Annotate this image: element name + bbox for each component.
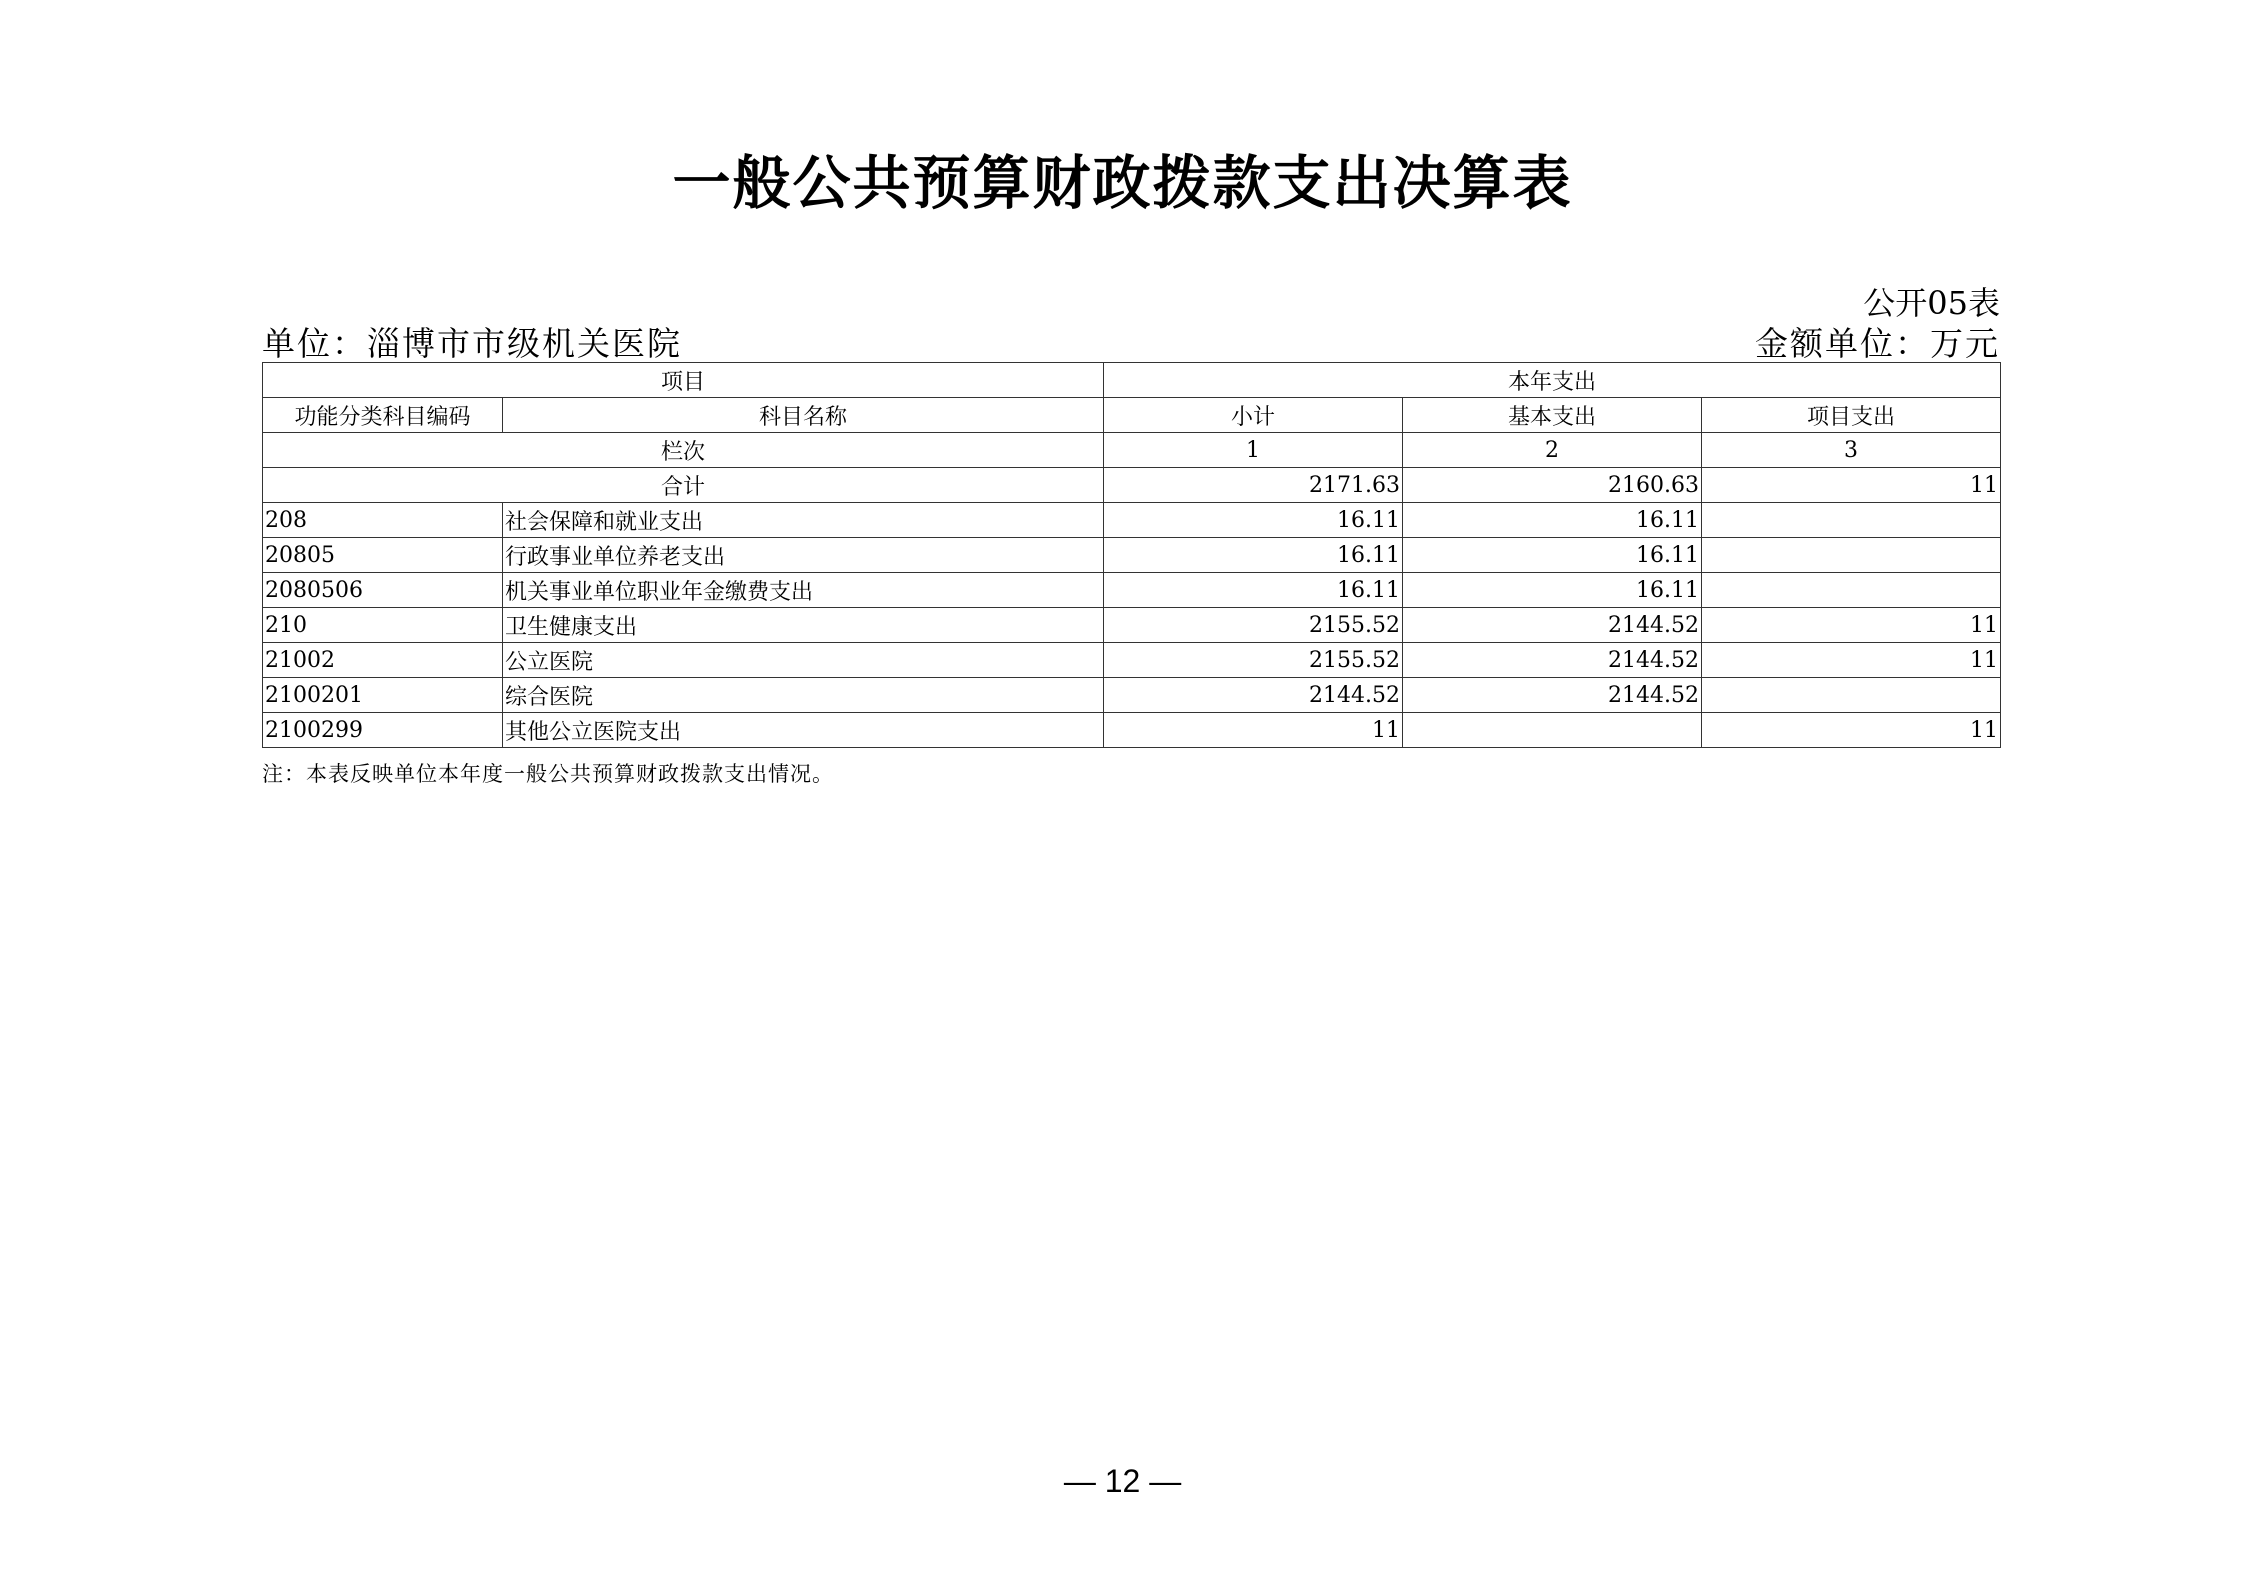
row-code: 2080506 xyxy=(263,573,503,608)
col-header-code: 功能分类科目编码 xyxy=(263,398,503,433)
lanci-2: 2 xyxy=(1403,433,1702,468)
total-label: 合计 xyxy=(263,468,1104,503)
row-basic: 16.11 xyxy=(1403,538,1702,573)
row-subtotal: 2144.52 xyxy=(1104,678,1403,713)
row-subtotal: 16.11 xyxy=(1104,538,1403,573)
col-header-basic: 基本支出 xyxy=(1403,398,1702,433)
row-name: 综合医院 xyxy=(503,678,1104,713)
unit-label: 单位：淄博市市级机关医院 xyxy=(262,324,682,363)
row-basic xyxy=(1403,713,1702,748)
total-subtotal: 2171.63 xyxy=(1104,468,1403,503)
table-note: 注：本表反映单位本年度一般公共预算财政拨款支出情况。 xyxy=(262,762,834,786)
row-project: 11 xyxy=(1702,643,2001,678)
row-basic: 2144.52 xyxy=(1403,678,1702,713)
table-row xyxy=(263,713,2001,748)
col-header-project: 项目支出 xyxy=(1702,398,2001,433)
row-basic: 16.11 xyxy=(1403,503,1702,538)
row-name: 社会保障和就业支出 xyxy=(503,503,1104,538)
col-header-subtotal: 小计 xyxy=(1104,398,1403,433)
row-name: 卫生健康支出 xyxy=(503,608,1104,643)
row-project xyxy=(1702,573,2001,608)
row-project xyxy=(1702,503,2001,538)
row-code: 20805 xyxy=(263,538,503,573)
row-basic: 16.11 xyxy=(1403,573,1702,608)
row-name: 机关事业单位职业年金缴费支出 xyxy=(503,573,1104,608)
lanci-row xyxy=(263,433,2001,468)
row-name: 行政事业单位养老支出 xyxy=(503,538,1104,573)
table-row xyxy=(263,538,2001,573)
table-row xyxy=(263,678,2001,713)
row-project xyxy=(1702,678,2001,713)
table-row xyxy=(263,573,2001,608)
row-name: 其他公立医院支出 xyxy=(503,713,1104,748)
header-project: 项目 xyxy=(263,363,1104,398)
row-code: 21002 xyxy=(263,643,503,678)
page-title: 一般公共预算财政拨款支出决算表 xyxy=(672,149,1573,217)
lanci-label: 栏次 xyxy=(263,433,1104,468)
row-code: 210 xyxy=(263,608,503,643)
total-project: 11 xyxy=(1702,468,2001,503)
row-code: 2100201 xyxy=(263,678,503,713)
total-row xyxy=(263,468,2001,503)
row-project xyxy=(1702,538,2001,573)
lanci-3: 3 xyxy=(1702,433,2001,468)
row-code: 2100299 xyxy=(263,713,503,748)
header-row-1 xyxy=(263,363,2001,398)
row-code: 208 xyxy=(263,503,503,538)
table-row xyxy=(263,608,2001,643)
row-subtotal: 2155.52 xyxy=(1104,643,1403,678)
row-subtotal: 16.11 xyxy=(1104,573,1403,608)
row-subtotal: 16.11 xyxy=(1104,503,1403,538)
row-project: 11 xyxy=(1702,608,2001,643)
lanci-1: 1 xyxy=(1104,433,1403,468)
money-unit-label: 金额单位：万元 xyxy=(1755,324,2000,363)
expenditure-table xyxy=(262,362,2001,748)
header-row-2 xyxy=(263,398,2001,433)
row-subtotal: 2155.52 xyxy=(1104,608,1403,643)
page-number: — 12 — xyxy=(1063,1463,1182,1499)
col-header-name: 科目名称 xyxy=(503,398,1104,433)
table-row xyxy=(263,643,2001,678)
form-number: 公开05表 xyxy=(1863,284,2000,322)
table-row xyxy=(263,503,2001,538)
row-name: 公立医院 xyxy=(503,643,1104,678)
total-basic: 2160.63 xyxy=(1403,468,1702,503)
row-project: 11 xyxy=(1702,713,2001,748)
row-subtotal: 11 xyxy=(1104,713,1403,748)
row-basic: 2144.52 xyxy=(1403,608,1702,643)
header-year-expense: 本年支出 xyxy=(1104,363,2001,398)
row-basic: 2144.52 xyxy=(1403,643,1702,678)
